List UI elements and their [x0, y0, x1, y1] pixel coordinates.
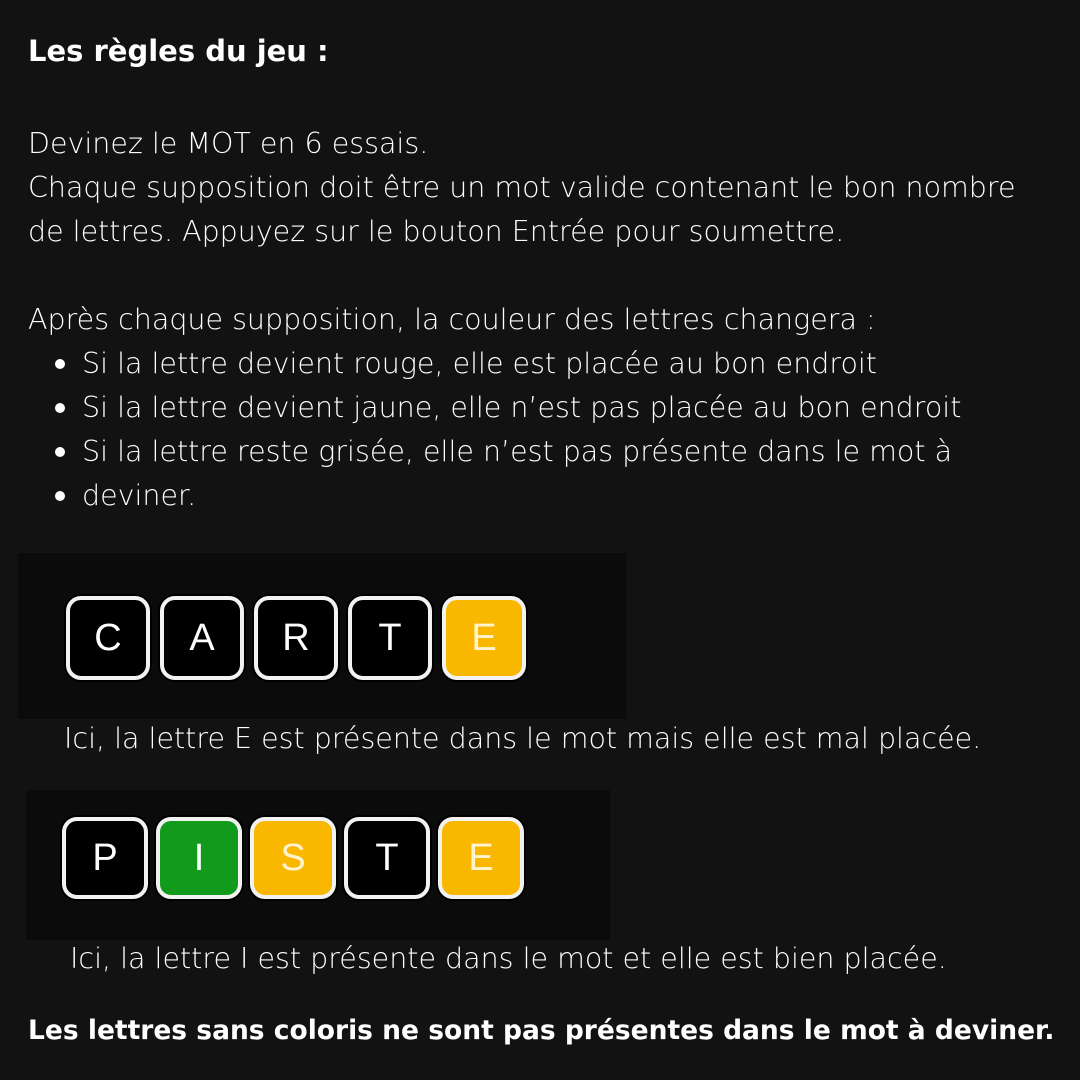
- letter-tile-p: [62, 817, 148, 899]
- letter-tile-r: [254, 596, 338, 680]
- intro-line: de lettres. Appuyez sur le bouton Entrée pour soumettre.: [28, 215, 845, 248]
- tile-letter: I: [193, 836, 205, 879]
- tile-letter: E: [468, 836, 494, 879]
- tile-letter: A: [189, 616, 215, 659]
- letter-tile-i: [156, 817, 242, 899]
- example-row-piste: [62, 817, 524, 899]
- example-row-carte: [66, 596, 526, 680]
- rules-list: [28, 342, 961, 518]
- rule-grey: Si la lettre reste grisée, elle n’est pas présente dans le mot à: [28, 430, 961, 474]
- tile-letter: R: [282, 616, 310, 659]
- rule-red: Si la lettre devient rouge, elle est placée au bon endroit: [28, 342, 961, 386]
- letter-tile-c: [66, 596, 150, 680]
- letter-tile-s: [250, 817, 336, 899]
- footer-note: Les lettres sans coloris ne sont pas présentes dans le mot à deviner.: [28, 1015, 1055, 1046]
- after-guess-text: Après chaque supposition, la couleur des lettres changera :: [28, 303, 876, 336]
- rule-grey-continued: deviner.: [28, 474, 961, 518]
- tile-letter: P: [92, 836, 118, 879]
- tile-letter: T: [375, 836, 399, 879]
- intro-text: [28, 122, 1016, 254]
- letter-tile-e: [438, 817, 524, 899]
- intro-line: Devinez le MOT en 6 essais.: [28, 127, 429, 160]
- tile-letter: T: [378, 616, 402, 659]
- tile-letter: E: [471, 616, 497, 659]
- letter-tile-t: [344, 817, 430, 899]
- example-caption-carte: Ici, la lettre E est présente dans le mot mais elle est mal placée.: [64, 722, 982, 755]
- tile-letter: C: [94, 616, 122, 659]
- intro-line: Chaque supposition doit être un mot valide contenant le bon nombre: [28, 171, 1016, 204]
- rule-yellow: Si la lettre devient jaune, elle n’est pas placée au bon endroit: [28, 386, 961, 430]
- example-caption-piste: Ici, la lettre I est présente dans le mot et elle est bien placée.: [70, 942, 947, 975]
- letter-tile-e: [442, 596, 526, 680]
- rules-title: Les règles du jeu :: [28, 34, 329, 68]
- tile-letter: S: [280, 836, 306, 879]
- letter-tile-t: [348, 596, 432, 680]
- letter-tile-a: [160, 596, 244, 680]
